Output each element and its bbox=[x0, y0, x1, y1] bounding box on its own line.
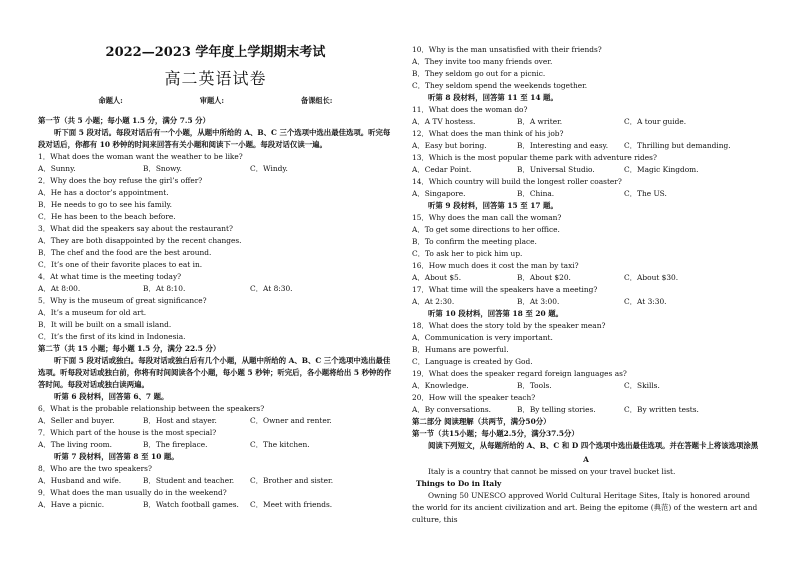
question-17: 17．What time will the speakers have a meeting? bbox=[412, 285, 598, 294]
question-4: 4．At what time is the meeting today? bbox=[38, 272, 182, 281]
section2-instructions: 听下面 5 段对话或独白。每段对话或独白后有几个小题，从题中所给的 A、B、C 三个选项中选出最佳选项。听每段对话或独白前，你将有时间阅读各个小题，每小题 5 秒钟；听完后，各小题将给出 5 秒钟的作答时间。每段对话或独白读两遍。 bbox=[38, 356, 392, 389]
segment-8-heading: 听第 8 段材料，回答第 11 至 14 题。 bbox=[428, 93, 558, 102]
staff-line bbox=[38, 95, 393, 107]
option: A．He has a doctor’s appointment. bbox=[38, 188, 169, 197]
option: A．A TV hostess. bbox=[412, 117, 476, 126]
question-1-options bbox=[38, 163, 393, 175]
question-20: 20．How will the speaker teach? bbox=[412, 393, 536, 402]
option: C．It’s the first of its kind in Indonesia. bbox=[38, 332, 186, 341]
option: A．Communication is very important. bbox=[412, 333, 553, 342]
passage-label: A bbox=[583, 455, 589, 464]
option: C．About $30. bbox=[624, 273, 679, 282]
group-leader-label: 备课组长: bbox=[301, 96, 333, 105]
exam-title: 2022—2023 学年度上学期期末考试 bbox=[105, 45, 326, 60]
passage-title: Things to Do in Italy bbox=[416, 479, 502, 488]
section1-title: 第一节（共 5 小题；每小题 1.5 分，满分 7.5 分） bbox=[38, 116, 210, 125]
option: C．They seldom spend the weekends together. bbox=[412, 81, 588, 90]
part2-section1-title: 第一节（共15小题；每小题2.5分，满分37.5分） bbox=[412, 429, 579, 438]
option: B．A writer. bbox=[517, 117, 563, 126]
option: A．Easy but boring. bbox=[412, 141, 487, 150]
question-20-options bbox=[412, 404, 760, 416]
question-3: 3．What did the speakers say about the restaurant? bbox=[38, 224, 233, 233]
option: A．Seller and buyer. bbox=[38, 416, 115, 425]
option: C．A tour guide. bbox=[624, 117, 687, 126]
option: A．They are both disappointed by the recent changes. bbox=[38, 236, 242, 245]
question-19: 19．What does the speaker regard foreign languages as? bbox=[412, 369, 627, 378]
question-2: 2．Why does the boy refuse the girl’s offer? bbox=[38, 176, 203, 185]
option: C．To ask her to pick him up. bbox=[412, 249, 523, 258]
reviewer-label: 审题人: bbox=[199, 96, 224, 105]
option: C．Thrilling but demanding. bbox=[624, 141, 731, 150]
option: C．Owner and renter. bbox=[250, 416, 332, 425]
option: C．It’s one of their favorite places to eat in. bbox=[38, 260, 203, 269]
option: B．The fireplace. bbox=[143, 440, 208, 449]
question-17-options bbox=[412, 296, 760, 308]
option: A．It’s a museum for old art. bbox=[38, 308, 147, 317]
option: B．Humans are powerful. bbox=[412, 345, 509, 354]
option: B．Host and stayer. bbox=[143, 416, 217, 425]
question-14: 14．Which country will build the longest roller coaster? bbox=[412, 177, 622, 186]
question-13-options bbox=[412, 164, 760, 176]
question-7-options bbox=[38, 439, 393, 451]
part2-title: 第二部分 阅读理解（共两节，满分50分） bbox=[412, 417, 551, 426]
option: B．Universal Studio. bbox=[517, 165, 595, 174]
option: B．About $20. bbox=[517, 273, 571, 282]
segment-10-heading: 听第 10 段材料，回答第 18 至 20 题。 bbox=[428, 309, 563, 318]
option: B．Watch football games. bbox=[143, 500, 239, 509]
question-8-options bbox=[38, 475, 393, 487]
option: C．By written tests. bbox=[624, 405, 699, 414]
question-19-options bbox=[412, 380, 760, 392]
option: C．Meet with friends. bbox=[250, 500, 333, 509]
option: A．They invite too many friends over. bbox=[412, 57, 553, 66]
question-10: 10．Why is the man unsatisfied with their friends? bbox=[412, 45, 602, 54]
option: B．He needs to go to see his family. bbox=[38, 200, 173, 209]
exam-subtitle: 高二英语试卷 bbox=[164, 69, 267, 88]
option: A．Knowledge. bbox=[412, 381, 469, 390]
question-9: 9．What does the man usually do in the weekend? bbox=[38, 488, 227, 497]
passage-body: Owning 50 UNESCO approved World Cultural Heritage Sites, Italy is honored around the world for its ancient civilization and art. Being the epitome (典范) of the western art and culture, this bbox=[412, 491, 758, 524]
option: C．Language is created by God. bbox=[412, 357, 533, 366]
option: C．Magic Kingdom. bbox=[624, 165, 699, 174]
option: A．About $5. bbox=[412, 273, 462, 282]
option: B．Tools. bbox=[517, 381, 552, 390]
section2-title: 第二节（共 15 小题；每小题 1.5 分，满分 22.5 分） bbox=[38, 344, 221, 353]
question-7: 7．Which part of the house is the most special? bbox=[38, 428, 217, 437]
option: B．At 8:10. bbox=[143, 284, 186, 293]
option: A．Sunny. bbox=[38, 164, 76, 173]
option: C．Skills. bbox=[624, 381, 660, 390]
option: B．To confirm the meeting place. bbox=[412, 237, 537, 246]
option: B．They seldom go out for a picnic. bbox=[412, 69, 546, 78]
segment-7-heading: 听第 7 段材料，回答第 8 至 10 题。 bbox=[54, 452, 179, 461]
option: C．The US. bbox=[624, 189, 667, 198]
question-16-options bbox=[412, 272, 760, 284]
option: A．By conversations. bbox=[412, 405, 491, 414]
section1-instructions: 听下面 5 段对话。每段对话后有一个小题，从题中所给的 A、B、C 三个选项中选出最佳选项。听完每段对话后，你都有 10 秒钟的时间来回答有关小题和阅读下一小题。每段对话仅读一遍。 bbox=[38, 128, 391, 149]
question-1: 1．What does the woman want the weather to be like? bbox=[38, 152, 243, 161]
right-column bbox=[412, 44, 760, 526]
question-18: 18．What does the story told by the speaker mean? bbox=[412, 321, 606, 330]
question-12: 12．What does the man think of his job? bbox=[412, 129, 564, 138]
option: B．Student and teacher. bbox=[143, 476, 235, 485]
option: A．Husband and wife. bbox=[38, 476, 122, 485]
option: B．China. bbox=[517, 189, 555, 198]
option: B．It will be built on a small island. bbox=[38, 320, 172, 329]
left-column bbox=[38, 0, 393, 511]
passage-intro: Italy is a country that cannot be missed on your travel bucket list. bbox=[428, 467, 676, 476]
question-9-options bbox=[38, 499, 393, 511]
question-6-options bbox=[38, 415, 393, 427]
option: A．At 8:00. bbox=[38, 284, 81, 293]
option: A．At 2:30. bbox=[412, 297, 455, 306]
part2-instructions: 阅读下列短文，从每题所给的 A、B、C 和 D 四个选项中选出最佳选项。并在答题卡上将该选项涂黑 bbox=[428, 441, 759, 450]
question-11-options bbox=[412, 116, 760, 128]
option: C．The kitchen. bbox=[250, 440, 310, 449]
question-16: 16．How much does it cost the man by taxi? bbox=[412, 261, 579, 270]
option: A．Singapore. bbox=[412, 189, 466, 198]
option: C．Windy. bbox=[250, 164, 288, 173]
question-5: 5．Why is the museum of great significance? bbox=[38, 296, 207, 305]
question-6: 6．What is the probable relationship between the speakers? bbox=[38, 404, 265, 413]
question-14-options bbox=[412, 188, 760, 200]
question-8: 8．Who are the two speakers? bbox=[38, 464, 152, 473]
option: B．The chef and the food are the best around. bbox=[38, 248, 212, 257]
question-4-options bbox=[38, 283, 393, 295]
option: A．Cedar Point. bbox=[412, 165, 472, 174]
option: B．By telling stories. bbox=[517, 405, 596, 414]
question-15: 15．Why does the man call the woman? bbox=[412, 213, 562, 222]
option: A．Have a picnic. bbox=[38, 500, 105, 509]
option: B．Interesting and easy. bbox=[517, 141, 609, 150]
question-11: 11．What does the woman do? bbox=[412, 105, 528, 114]
option: A．To get some directions to her office. bbox=[412, 225, 560, 234]
option: A．The living room. bbox=[38, 440, 113, 449]
option: B．At 3:00. bbox=[517, 297, 560, 306]
setter-label: 命题人: bbox=[98, 96, 123, 105]
segment-6-heading: 听第 6 段材料，回答第 6、7 题。 bbox=[54, 392, 169, 401]
option: C．He has been to the beach before. bbox=[38, 212, 176, 221]
segment-9-heading: 听第 9 段材料，回答第 15 至 17 题。 bbox=[428, 201, 558, 210]
option: C．Brother and sister. bbox=[250, 476, 334, 485]
option: C．At 3:30. bbox=[624, 297, 667, 306]
option: C．At 8:30. bbox=[250, 284, 293, 293]
option: B．Snowy. bbox=[143, 164, 182, 173]
question-12-options bbox=[412, 140, 760, 152]
question-13: 13．Which is the most popular theme park with adventure rides? bbox=[412, 153, 657, 162]
